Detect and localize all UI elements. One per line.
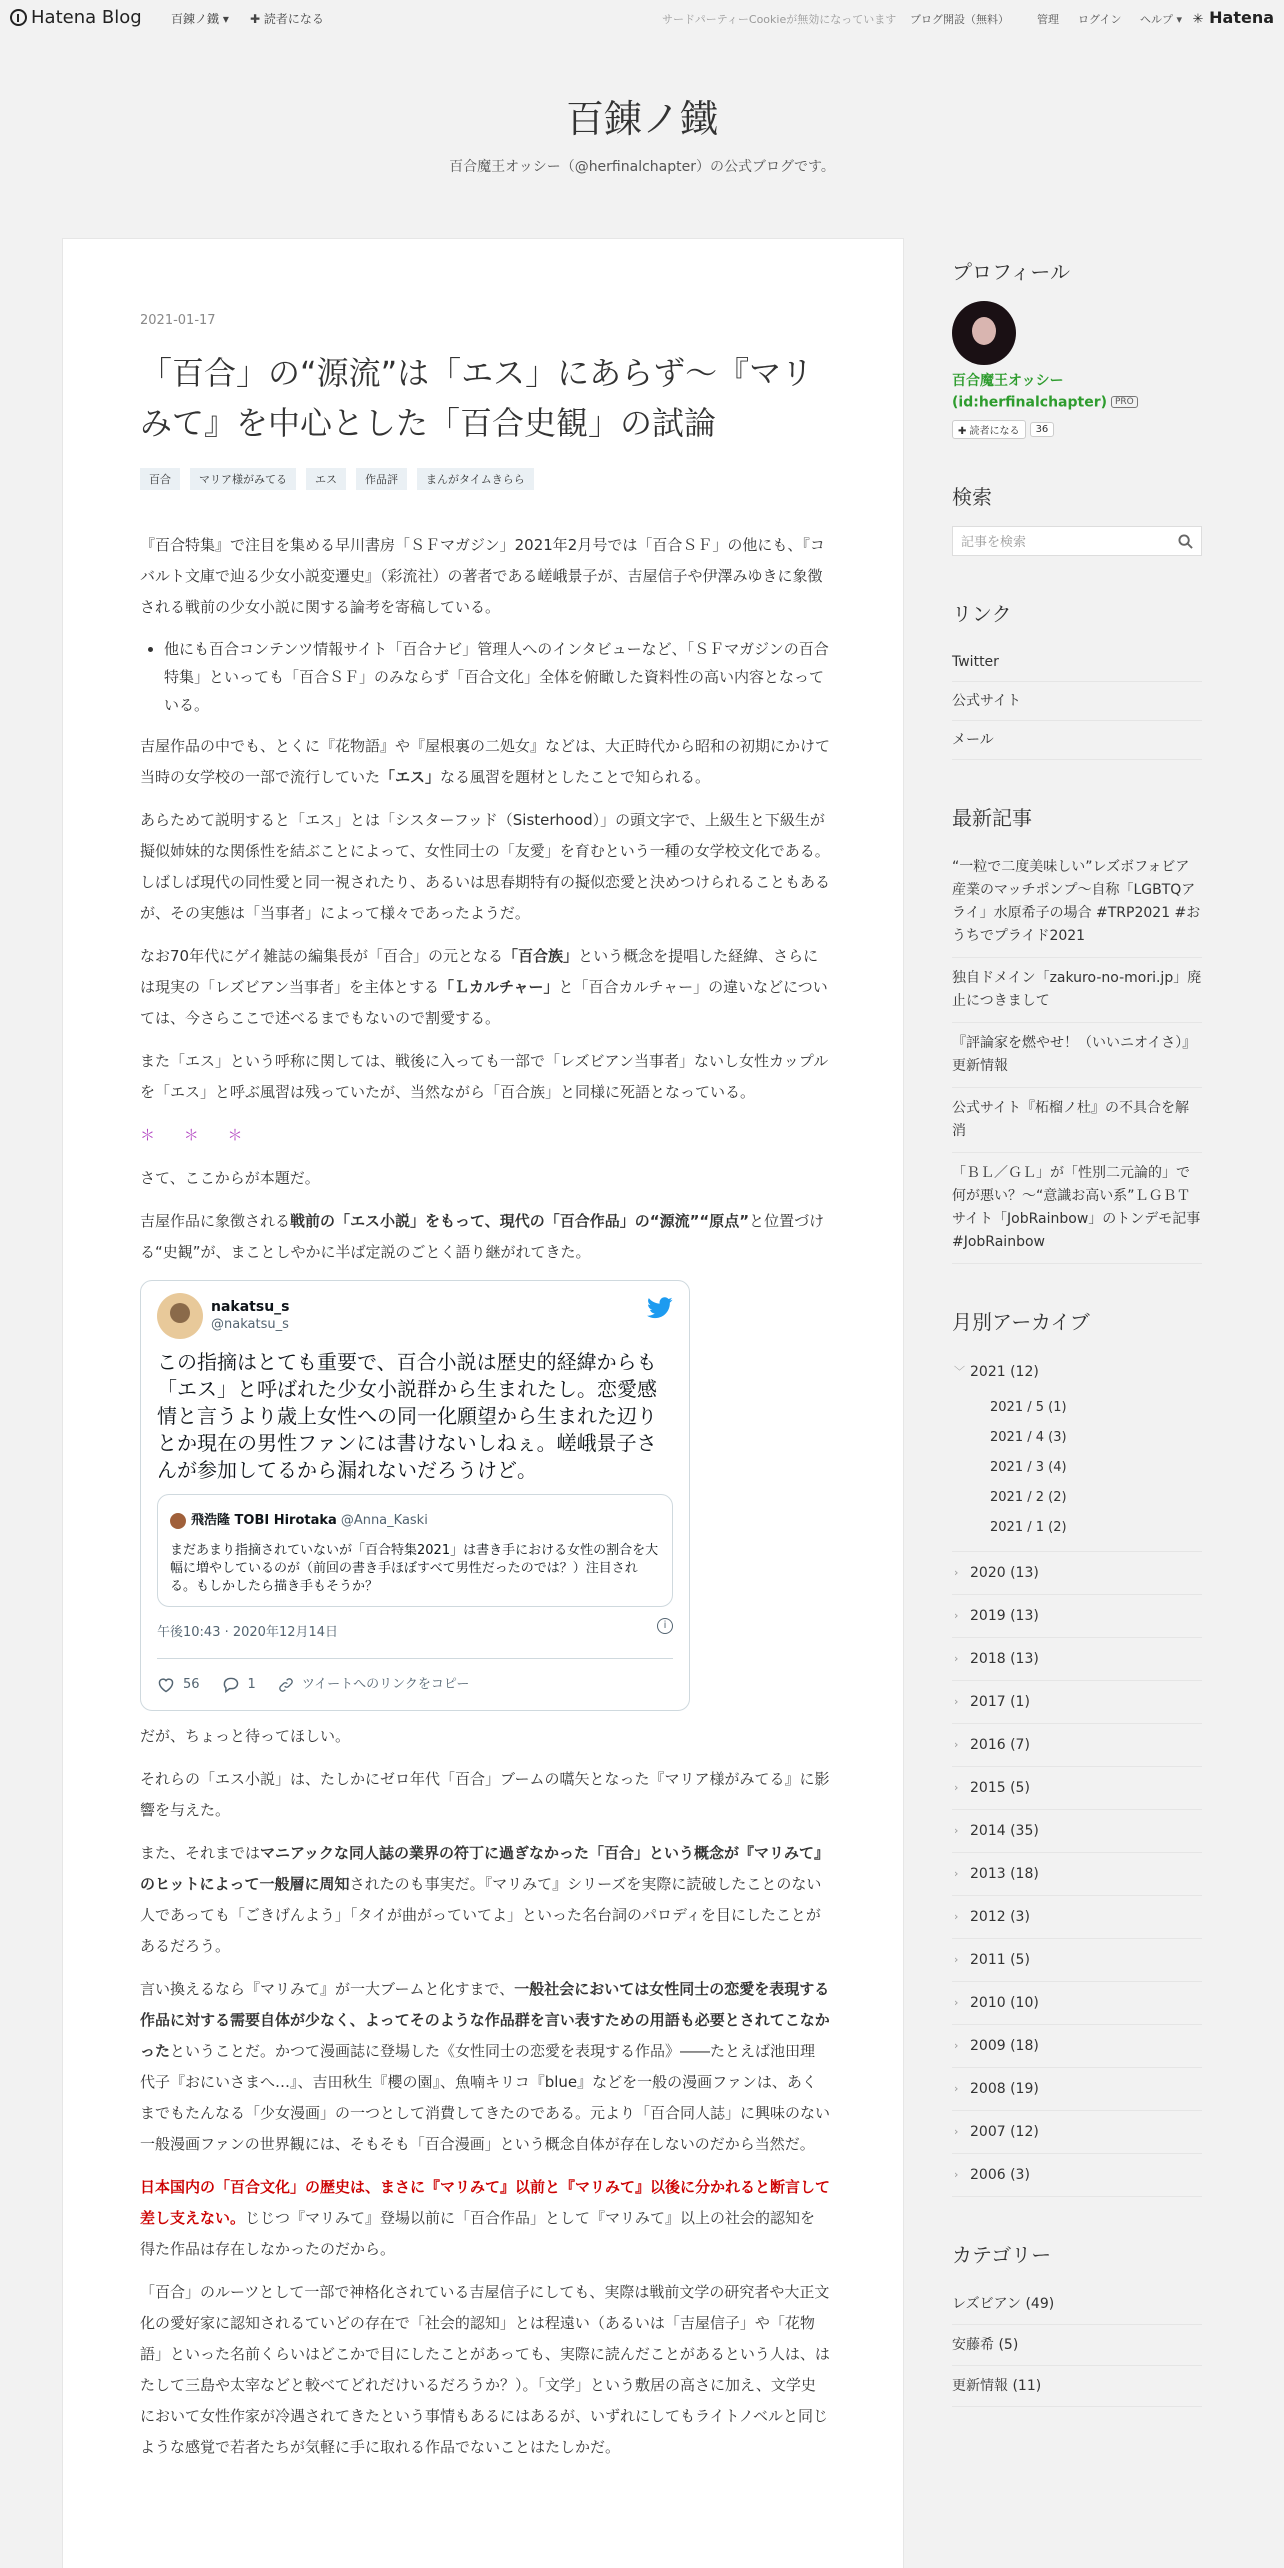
bold-text: マニアックな同人誌の業界の符丁に過ぎなかった「百合」という概念が『マリみて』のヒットによって一般層に周知 [140,1844,829,1893]
category-link[interactable]: レズビアン (49) [952,2284,1202,2325]
link-icon [278,1677,294,1693]
archive-year-label: 2012 (3) [970,1908,1030,1925]
search-heading: 検索 [952,484,992,509]
start-blog-link[interactable]: ブログ開設（無料） [910,13,1009,26]
entry-body [140,530,830,2463]
profile-id[interactable]: (id:herfinalchapter) [952,394,1107,411]
tweet-author-name[interactable]: nakatsu_s [211,1299,290,1315]
bold-text: 「エス」 [380,768,441,786]
paragraph: それらの「エス小説」は、たしかにゼロ年代「百合」ブームの嚆矢となった『マリア様がみてる』に影響を与えた。 [140,1770,830,1819]
hatena-blog-logo[interactable] [10,7,142,28]
links-heading: リンク [952,601,1012,626]
chevron-right-icon[interactable]: › [954,1866,959,1880]
blog-description: 百合魔王オッシー（@herfinalchapter）の公式ブログです。 [449,159,835,175]
archive-year[interactable] [952,1724,1202,1767]
recent-entry-link[interactable]: 独自ドメイン「zakuro-no-mori.jp」廃止につきまして [952,958,1202,1023]
quoted-tweet-header [170,1505,660,1536]
sidebar [952,256,1202,2449]
chevron-right-icon[interactable]: › [954,1909,959,1923]
hatena-star-icon: ✳ [1192,12,1204,27]
heart-icon [157,1677,175,1693]
recent-entry-link[interactable]: “一粒で二度美味しい”レズボフォビア産業のマッチポンプ～自称「LGBTQアライ」水原希子の場合 #TRP2021 #おうちでプライド2021 [952,847,1202,958]
archive-year-label: 2021 (12) [970,1363,1039,1380]
global-header [0,0,1284,36]
twitter-bird-icon[interactable] [647,1297,673,1319]
header-subscribe-button[interactable]: ✚ 読者になる [250,12,324,26]
hatena-logo-icon [10,9,27,26]
archive-month[interactable]: 2021 / 5 (1) [990,1399,1067,1415]
text-span: と「百合カルチャー」の違いなどについては、今さらここで述べるまでもないので割愛する。 [140,978,828,1027]
text-span: 言い換えるなら『マリみて』が一大ブームと化すまで、 [140,1980,515,1998]
bold-text: 戦前の「エス小説」をもって、現代の「百合作品」の“源流”“原点” [290,1212,750,1230]
hatena-link-label: Hatena [1209,8,1274,27]
pro-badge: PRO [1111,396,1138,408]
tag-link[interactable]: エス [306,468,346,490]
sidebar-link-official-site[interactable]: 公式サイト [952,682,1202,721]
archive-year-label: 2020 (13) [970,1564,1039,1581]
chevron-right-icon[interactable]: › [954,1737,959,1751]
archive-year-label: 2007 (12) [970,2123,1039,2140]
tweet-text: この指摘はとても重要で、百合小説は歴史的経緯からも「エス」と呼ばれた少女小説群から生まれたし。恋愛感情と言うより歳上女性への同一化願望から生まれた辺りとか現在の男性ファンには書けないしねぇ。嵯峨景子さんが参加してるから漏れないだろうけど。 [157,1350,657,1482]
profile-subscribe-button[interactable]: ✚ 読者になる [952,420,1026,439]
cookie-notice: サードパーティーCookieが無効になっています [662,13,897,26]
archive-year[interactable] [952,1595,1202,1638]
archive-month[interactable]: 2021 / 1 (2) [990,1519,1067,1535]
text-span: なお70年代にゲイ雑誌の編集長が「百合」の元となる [140,947,504,965]
admin-link[interactable]: 管理 [1037,13,1059,26]
links-module [952,598,1202,760]
bold-text: 一般社会においては女性同士の恋愛を表現する作品に対する需要自体が少なく、よってそのような作品群を言い表すための用語も必要とされてこなかった [140,1980,830,2060]
profile-name-block [952,371,1202,414]
paragraph: 「百合」のルーツとして一部で神格化されている吉屋信子にしても、実際は戦前文学の研究者や大正文化の愛好家に認知されるていどの存在で「社会的認知」とは程遠い（あるいは「吉屋信子」や「花物語」といった名前くらいはどこかで目にしたことがあっても、実際に読んだことがあるという人は、はたして三島や太宰などと較べてどれだけいるだろうか？）。「文学」という敷居の高さに加え、文学史において女性作家が冷遇されてきたという事情もあるにはあるが、いずれにしてもライトノベルと同じような感覚で若者たちが気軽に手に取れる作品でないことはたしかだ。 [140,2283,830,2456]
paragraph [140,941,830,1034]
archive-year[interactable] [952,1351,1202,1393]
entry-tags [140,468,830,490]
profile-module [952,256,1202,439]
sidebar-link-mail[interactable]: メール [952,721,1202,760]
chevron-right-icon[interactable]: › [954,1823,959,1837]
archive-year[interactable] [952,2068,1202,2111]
paragraph [140,731,830,793]
chevron-right-icon[interactable]: › [954,1694,959,1708]
text-span: また、それまでは [140,1844,261,1862]
entry-article [62,238,904,2568]
text-span: という概念を提唱した経緯、さらには現実の「レズビアン当事者」を主体とする [140,947,819,996]
quoted-author-name: 飛浩隆 TOBI Hirotaka [191,1513,337,1528]
tag-link[interactable]: 百合 [140,468,180,490]
reply-bubble-icon [222,1677,240,1693]
copy-link-action[interactable] [278,1669,470,1700]
quoted-tweet-text: まだあまり指摘されていないが「百合特集2021」は書き手における女性の割合を大幅に増やしているのが（前回の書き手ほぼすべて男性だったのでは？）注目される。もしかしたら描き手もそうか？ [170,1543,659,1594]
info-icon[interactable]: i [657,1618,673,1634]
bold-text: 「Ｌカルチャー」 [438,978,559,996]
bold-text: 「百合族」 [503,947,579,965]
reply-action[interactable] [222,1669,256,1700]
recent-entry-link[interactable]: 公式サイト『柘榴ノ杜』の不具合を解消 [952,1088,1202,1153]
blog-title[interactable]: 百錬ノ鐵 [565,97,718,141]
chevron-right-icon[interactable]: › [954,1780,959,1794]
login-link[interactable]: ログイン [1078,13,1122,26]
archive-year-label: 2008 (19) [970,2080,1039,2097]
archive-year[interactable] [952,1681,1202,1724]
embedded-tweet[interactable] [140,1280,690,1711]
archive-year-label: 2018 (13) [970,1650,1039,1667]
hatena-link[interactable] [1193,8,1274,27]
text-span: ということだ。かつて漫画誌に登場した《女性同士の恋愛を表現する作品》――たとえば池田理代子『おにいさまへ…』、吉田秋生『櫻の園』、魚喃キリコ『blue』などを一般の漫画ファンは、あくまでもたんなる「少女漫画」の一つとして消費してきたのである。元より「百合同人誌」に興味のない一般漫画ファンの世界観には、そもそも「百合漫画」という概念自体が存在しないのだから当然だ。 [140,2042,831,2153]
profile-avatar[interactable] [952,301,1016,365]
tag-link[interactable]: 作品評 [356,468,407,490]
tweet-timestamp-row [157,1617,673,1659]
chevron-right-icon[interactable]: › [954,2038,959,2052]
chevron-down-icon[interactable]: ﹀ [954,1364,965,1378]
archive-heading: 月別アーカイブ [952,1309,1090,1334]
paragraph [140,2172,830,2265]
archive-module [952,1306,1202,2197]
search-module [952,481,1202,556]
copy-link-label: ツイートへのリンクをコピー [301,1677,470,1692]
paragraph [140,1206,830,1268]
search-placeholder: 記事を検索 [961,535,1027,550]
chevron-right-icon[interactable]: › [954,1651,959,1665]
quoted-avatar [170,1513,186,1529]
recent-entries-module [952,802,1202,1264]
archive-year-open [952,1351,1202,1552]
subscriber-count[interactable]: 36 [1030,422,1055,437]
category-link[interactable]: 更新情報 (11) [952,2366,1202,2407]
search-input[interactable] [952,526,1202,556]
help-menu[interactable]: ヘルプ ▾ [1140,13,1183,26]
text-span: と位置づける“史観”が、まことしやかに半ば定説のごとく語り継がれてきた。 [140,1212,825,1261]
archive-month[interactable]: 2021 / 3 (4) [990,1459,1067,1475]
archive-year-label: 2017 (1) [970,1693,1030,1710]
archive-year[interactable] [952,1638,1202,1681]
archive-year-label: 2010 (10) [970,1994,1039,2011]
archive-year[interactable] [952,2025,1202,2068]
chevron-right-icon[interactable]: › [954,2124,959,2138]
paragraph [140,1838,830,1962]
paragraph: あらためて説明すると「エス」とは「シスターフッド（Sisterhood）」の頭文字で、上級生と下級生が擬似姉妹的な関係性を結ぶことによって、女性同士の「友愛」を育むという一種の女学校文化である。しばしば現代の同性愛と同一視されたり、あるいは思春期特有の擬似恋愛と決めつけられることもあるが、その実態は「当事者」によって様々であったようだ。 [140,811,831,922]
archive-year-label: 2019 (13) [970,1607,1039,1624]
tag-link[interactable]: まんがタイムきらら [417,468,534,490]
archive-year[interactable] [952,1853,1202,1896]
like-action[interactable] [157,1669,200,1700]
like-count: 56 [183,1677,200,1692]
profile-heading: プロフィール [952,260,1070,284]
archive-year[interactable] [952,1982,1202,2025]
tweet-header [157,1293,673,1339]
tweet-actions [157,1669,673,1700]
text-span: されたのも事実だ。『マリみて』シリーズを実際に読破したことのない人であっても「ごきげんよう」「タイが曲がっていてよ」といった名台詞のパロディを目にしたことがあるだろう。 [140,1875,822,1955]
category-link[interactable]: 安藤希 (5) [952,2325,1202,2366]
section-divider-stars: ＊ ＊ ＊ [140,1126,255,1144]
chevron-right-icon[interactable]: › [954,2167,959,2181]
archive-month[interactable]: 2021 / 2 (2) [990,1489,1067,1505]
profile-name[interactable]: 百合魔王オッシー [952,373,1064,389]
archive-year[interactable] [952,1896,1202,1939]
archive-year-label: 2013 (18) [970,1865,1039,1882]
recent-entry-link[interactable]: 『評論家を燃やせ！（いいニオイさ）』更新情報 [952,1023,1202,1088]
tweet-avatar[interactable] [157,1293,203,1339]
archive-year[interactable] [952,1810,1202,1853]
archive-year-label: 2009 (18) [970,2037,1039,2054]
quoted-author-handle: @Anna_Kaski [340,1513,428,1528]
text-span: 吉屋作品に象徴される [140,1212,291,1230]
archive-year-label: 2016 (7) [970,1736,1030,1753]
entry-title[interactable]: 「百合」の“源流”は「エス」にあらず～『マリみて』を中心とした「百合史観」の試論 [140,354,814,442]
archive-year-label: 2011 (5) [970,1951,1030,1968]
paragraph: また「エス」という呼称に関しては、戦後に入っても一部で「レズビアン当事者」ないし女性カップルを「エス」と呼ぶ風習は残っていたが、当然ながら「百合族」と同様に死語となっている。 [140,1052,829,1101]
paragraph [140,1974,830,2160]
archive-year-label: 2015 (5) [970,1779,1030,1796]
text-span: なる風習を題材としたことで知られる。 [440,768,711,786]
text-span: じじつ『マリみて』登場以前に「百合作品」として『マリみて』以上の社会的認知を得た作品は存在しなかったのだから。 [140,2209,816,2258]
archive-year[interactable] [952,1767,1202,1810]
red-emphasis-text: 日本国内の「百合文化」の歴史は、まさに『マリみて』以前と『マリみて』以後に分かれると断言して差し支えない。 [140,2178,831,2227]
tag-link[interactable]: マリア様がみてる [190,468,296,490]
archive-year-label: 2006 (3) [970,2166,1030,2183]
entry-date[interactable]: 2021-01-17 [140,313,216,328]
text-span: 吉屋作品の中でも、とくに『花物語』や『屋根裏の二処女』などは、大正時代から昭和の初期にかけて当時の女学校の一部で流行していた [140,737,831,786]
chevron-right-icon[interactable]: › [954,2081,959,2095]
search-icon[interactable] [1178,534,1193,549]
entry-inner [140,309,830,2475]
recent-heading: 最新記事 [952,805,1032,830]
archive-year[interactable] [952,1939,1202,1982]
list-item: • 他にも百合コンテンツ情報サイト「百合ナビ」管理人へのインタビューなど、「ＳＦマガジンの百合特集」といっても「百合ＳＦ」のみならず「百合文化」全体を俯瞰した資料性の高い内容となっている。 [164,635,830,719]
subscribe-row [952,420,1202,439]
archive-year[interactable] [952,1552,1202,1595]
archive-year[interactable] [952,2111,1202,2154]
tweet-timestamp[interactable]: 午後10:43 · 2020年12月14日 [157,1625,339,1640]
bullet-list [164,635,830,719]
archive-year[interactable] [952,2154,1202,2197]
chevron-right-icon[interactable]: › [954,1952,959,1966]
archive-month[interactable]: 2021 / 4 (3) [990,1429,1067,1445]
archive-year-label: 2014 (35) [970,1822,1039,1839]
sidebar-link-twitter[interactable]: Twitter [952,643,1202,682]
paragraph: だが、ちょっと待ってほしい。 [140,1727,351,1745]
reply-count: 1 [247,1677,256,1692]
hatena-blog-logo-text: Hatena Blog [31,7,142,28]
tweet-author-handle[interactable]: @nakatsu_s [211,1317,289,1332]
category-heading: カテゴリー [952,2242,1052,2267]
recent-entry-link[interactable]: 「ＢＬ／ＧＬ」が「性別二元論的」で何が悪い？～“意識お高い系”ＬＧＢＴサイト「JobRainbow」のトンデモ記事 #JobRainbow [952,1153,1202,1264]
blog-menu-link[interactable]: 百錬ノ鐵 ▾ [171,12,229,26]
chevron-right-icon[interactable]: › [954,1608,959,1622]
chevron-right-icon[interactable]: › [954,1565,959,1579]
paragraph: 『百合特集』で注目を集める早川書房「ＳＦマガジン」2021年2月号では「百合ＳＦ」の他にも、『コバルト文庫で辿る少女小説変遷史』（彩流社）の著者である嵯峨景子が、吉屋信子や伊澤みゆきに象徴される戦前の少女小説に関する論考を寄稿している。 [140,536,825,616]
category-module [952,2239,1202,2407]
chevron-right-icon[interactable]: › [954,1995,959,2009]
quoted-tweet[interactable] [157,1494,673,1607]
paragraph: さて、ここからが本題だ。 [140,1169,320,1187]
